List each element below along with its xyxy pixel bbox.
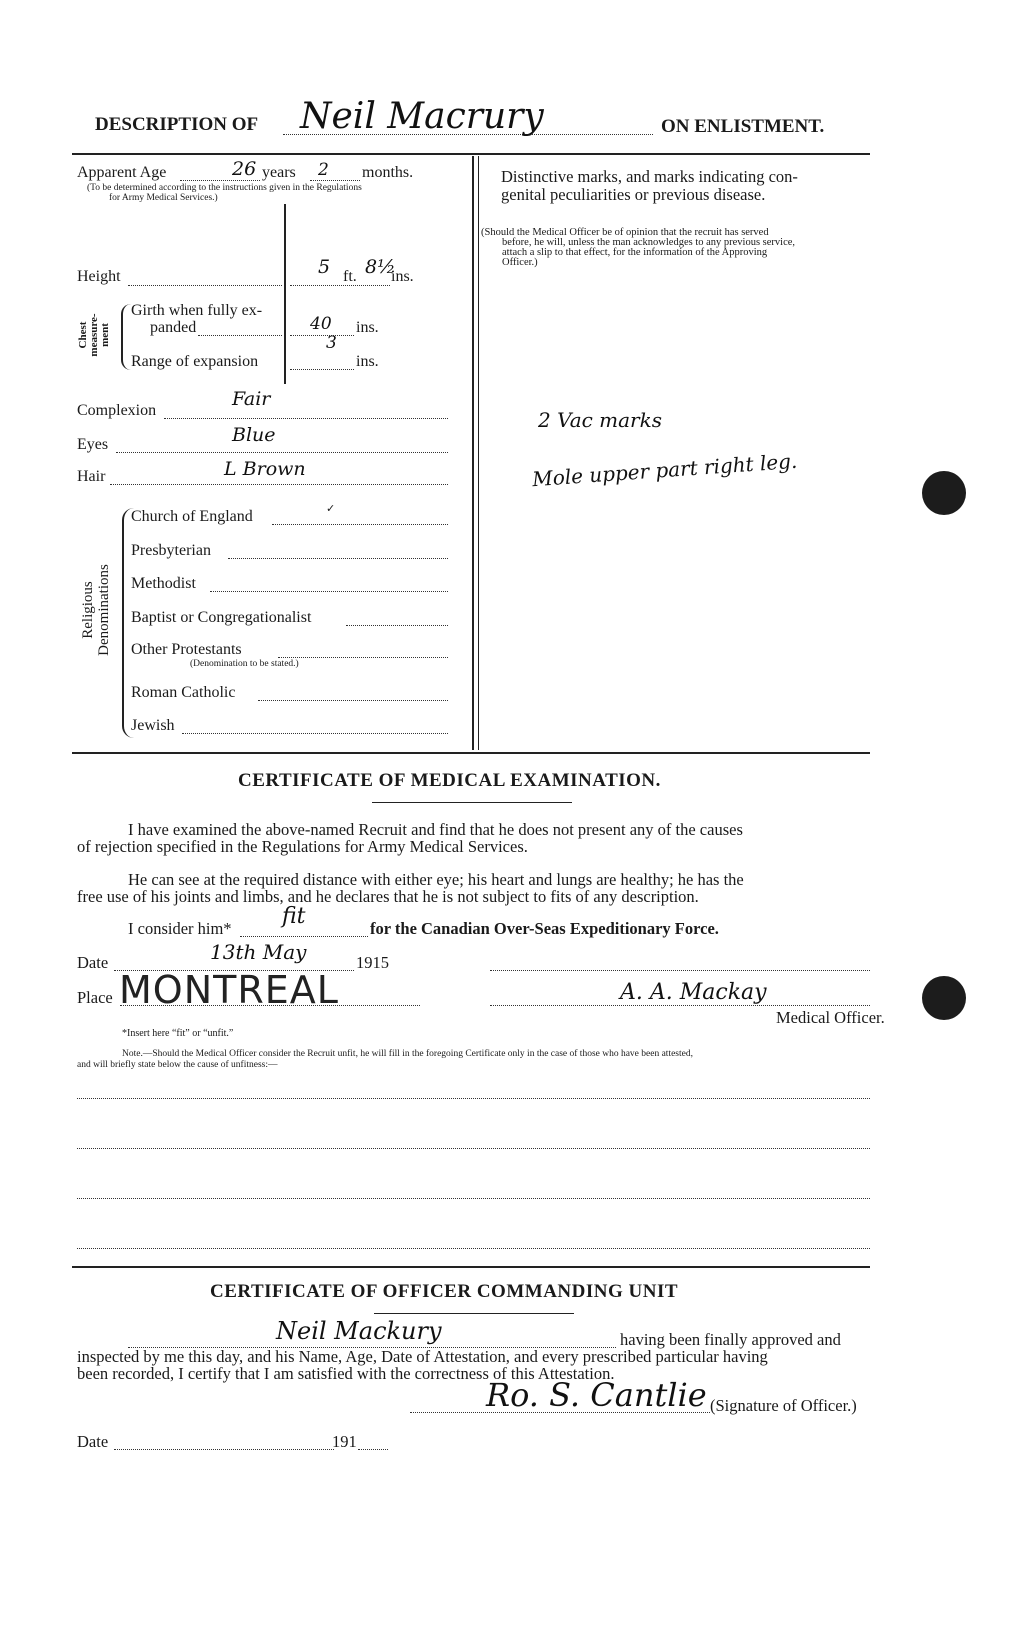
fitness-value: fit <box>282 904 306 929</box>
approved-recruit-name: Neil Mackury <box>276 1317 442 1345</box>
months-label: months. <box>362 164 414 181</box>
commanding-date-year: 191 <box>332 1432 357 1451</box>
marks-note: (Should the Medical Officer be of opinion that the recruit has served <box>481 227 769 238</box>
marks-note-4: Officer.) <box>502 257 538 268</box>
medical-title: CERTIFICATE OF MEDICAL EXAMINATION. <box>238 770 661 791</box>
exam-date-value: 13th May <box>210 940 307 964</box>
force-label: for the Canadian Over-Seas Expeditionary Force. <box>370 919 719 938</box>
religion-mark: ✓ <box>326 503 336 515</box>
commanding-date-label: Date <box>77 1432 109 1451</box>
hair-label: Hair <box>77 468 106 485</box>
other-protestant-note: (Denomination to be stated.) <box>190 659 299 669</box>
girth-ins-label: ins. <box>356 319 379 336</box>
medical-para-2: He can see at the required distance with either eye; his heart and lungs are healthy; he has the <box>128 870 744 889</box>
commanding-officer-signature: Ro. S. Cantlie <box>486 1376 707 1414</box>
height-ins-label: ins. <box>391 268 414 285</box>
girth-value: 40 <box>310 314 332 334</box>
height-label: Height <box>77 268 121 285</box>
unfit-cause-line <box>77 1248 870 1249</box>
exam-year: 1915 <box>356 953 389 972</box>
exam-date-label: Date <box>77 953 109 972</box>
marks-note-2: before, he will, unless the man acknowledges to any previous service, <box>502 237 796 248</box>
unfit-note: Note.—Should the Medical Officer consider the Recruit unfit, he will fill in the foregoing Certificate only in the case of those who have been attested, <box>122 1049 693 1059</box>
medical-para-2b: free use of his joints and limbs, and he declares that he is not subject to fits of any description. <box>77 887 699 906</box>
medical-officer-label: Medical Officer. <box>776 1008 885 1027</box>
medical-para-1b: of rejection specified in the Regulations for Army Medical Services. <box>77 837 528 856</box>
range-label: Range of expansion <box>131 353 259 370</box>
unfit-note-2: and will briefly state below the cause of unfitness:— <box>77 1060 278 1070</box>
eyes-label: Eyes <box>77 436 109 453</box>
religion-item: Other Protestants <box>131 641 242 658</box>
complexion-value: Fair <box>232 388 271 410</box>
punch-hole <box>922 471 966 515</box>
unfit-cause-line <box>77 1098 870 1099</box>
medical-para-1: I have examined the above-named Recruit and find that he does not present any of the causes <box>128 820 743 839</box>
commanding-line-3: been recorded, I certify that I am satisfied with the correctness of this Attestation. <box>77 1364 615 1383</box>
marks-note-3: attach a slip to that effect, for the information of the Approving <box>502 247 768 258</box>
complexion-label: Complexion <box>77 402 157 419</box>
medical-officer-signature: A. A. Mackay <box>620 980 767 1005</box>
age-note: (To be determined according to the instructions given in the Regulations <box>87 183 362 193</box>
range-ins-label: ins. <box>356 353 379 370</box>
mark-entry: Mole upper part right leg. <box>531 448 798 492</box>
ft-label: ft. <box>343 268 357 285</box>
girth-label: Girth when fully ex- <box>131 302 263 319</box>
consider-label: I consider him* <box>128 919 232 938</box>
recruit-name: Neil Macrury <box>300 96 544 137</box>
age-years: 26 <box>232 158 257 180</box>
height-ft: 5 <box>318 256 331 278</box>
age-label: Apparent Age <box>77 164 167 181</box>
religion-item: Jewish <box>131 717 175 734</box>
signature-label: (Signature of Officer.) <box>710 1396 857 1415</box>
hair-value: L Brown <box>224 458 306 480</box>
marks-heading: Distinctive marks, and marks indicating con- <box>501 167 798 186</box>
mark-entry: 2 Vac marks <box>538 408 663 432</box>
fit-footnote: *Insert here “fit” or “unfit.” <box>122 1028 234 1039</box>
girth-label-2: panded <box>150 319 197 336</box>
commanding-title: CERTIFICATE OF OFFICER COMMANDING UNIT <box>210 1281 679 1302</box>
commanding-line-2: inspected by me this day, and his Name, Age, Date of Attestation, and every prescribed particular having <box>77 1347 768 1366</box>
unfit-cause-line <box>77 1148 870 1149</box>
religion-label: Religious Denominations <box>80 564 112 656</box>
header-suffix: ON ENLISTMENT. <box>661 116 825 137</box>
commanding-line-1: having been finally approved and <box>620 1330 841 1349</box>
range-value: 3 <box>326 333 337 353</box>
unfit-cause-line <box>77 1198 870 1199</box>
eyes-value: Blue <box>232 424 276 446</box>
age-note-2: for Army Medical Services.) <box>109 193 218 203</box>
punch-hole <box>922 976 966 1020</box>
age-months: 2 <box>318 160 329 180</box>
religion-item: Church of England <box>131 508 253 525</box>
place-stamp: MONTREAL <box>119 968 339 1012</box>
height-in: 8½ <box>365 256 396 278</box>
years-label: years <box>262 164 296 181</box>
place-label: Place <box>77 988 113 1007</box>
religion-item: Methodist <box>131 575 196 592</box>
religion-item: Baptist or Congregationalist <box>131 609 312 626</box>
chest-label: Chest measure- ment <box>77 313 111 357</box>
header-prefix: DESCRIPTION OF <box>95 114 259 135</box>
religion-item: Roman Catholic <box>131 684 236 701</box>
marks-heading-2: genital peculiarities or previous disease. <box>501 185 766 204</box>
religion-item: Presbyterian <box>131 542 211 559</box>
